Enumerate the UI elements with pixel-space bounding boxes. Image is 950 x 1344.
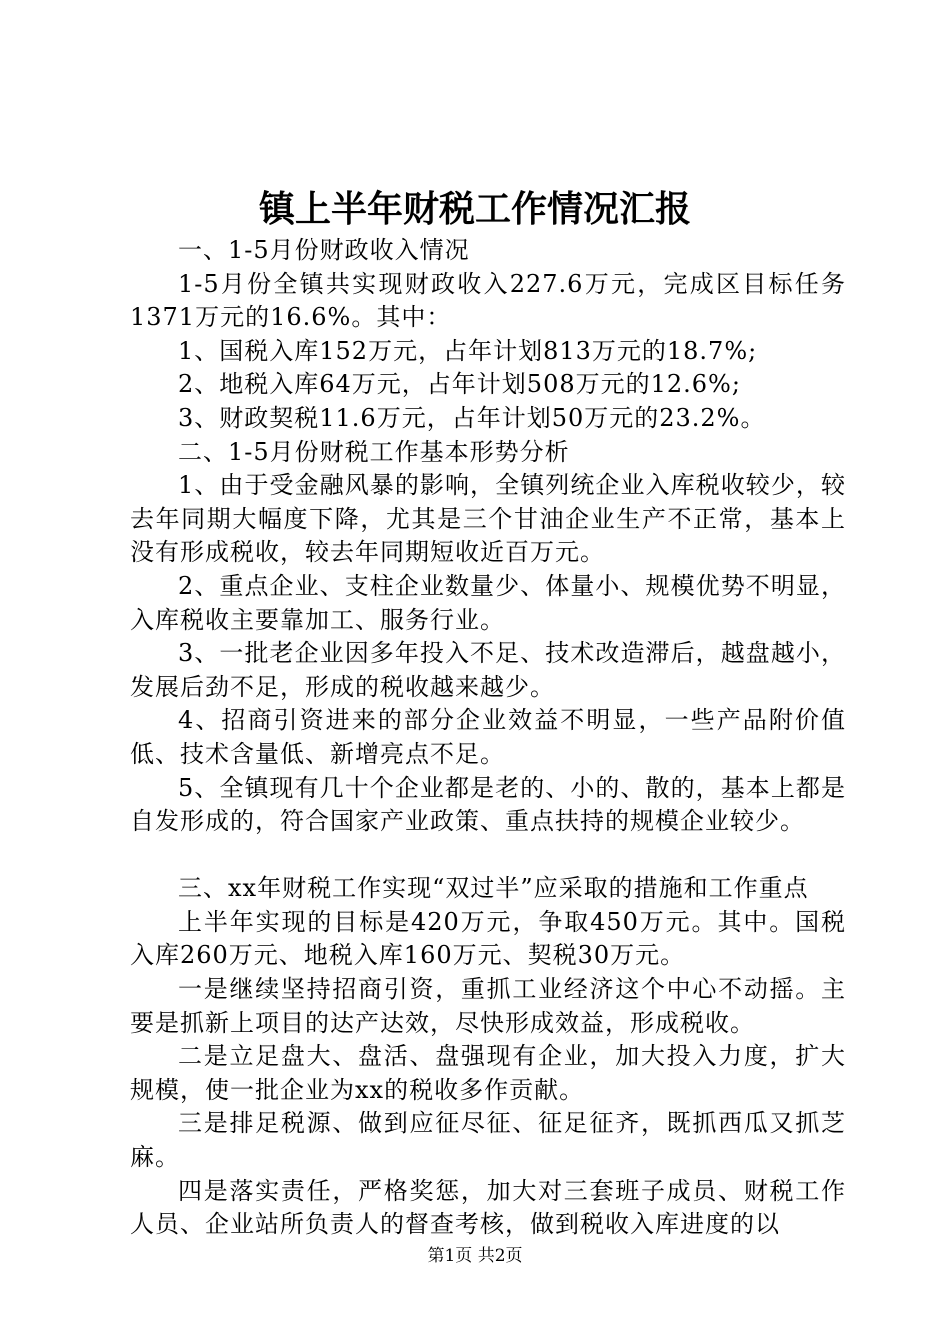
paragraph-measure-4: 四是落实责任，严格奖惩，加大对三套班子成员、财税工作人员、企业站所负责人的督查考核，做到税收入库进度的以 [130, 1176, 846, 1239]
paragraph-target: 上半年实现的目标是420万元，争取450万元。其中。国税入库260万元、地税入库160万元、契税30万元。 [130, 907, 846, 970]
paragraph-analysis-4: 4、招商引资进来的部分企业效益不明显，一些产品附价值低、技术含量低、新增亮点不足。 [130, 706, 846, 768]
paragraph-section-2-heading: 二、1-5月份财税工作基本形势分析 [178, 437, 570, 466]
page-number-footer: 第1页 共2页 [427, 1246, 523, 1266]
paragraph-analysis-5: 5、全镇现有几十个企业都是老的、小的、散的，基本上都是自发形成的，符合国家产业政策、重点扶持的规模企业较少。 [130, 773, 846, 836]
paragraph-deed-tax: 3、财政契税11.6万元，占年计划50万元的23.2%。 [178, 403, 766, 432]
paragraph-measure-2: 二是立足盘大、盘活、盘强现有企业，加大投入力度，扩大规模，使一批企业为xx的税收多作贡献。 [130, 1042, 846, 1104]
document-body [130, 234, 846, 1242]
paragraph-measure-1: 一是继续坚持招商引资，重抓工业经济这个中心不动摇。主要是抓新上项目的达产达效，尽快形成效益，形成税收。 [130, 975, 846, 1037]
paragraph-section-1-heading: 一、1-5月份财政收入情况 [178, 236, 470, 264]
paragraph-national-tax: 1、国税入库152万元，占年计划813万元的18.7%; [178, 336, 758, 365]
paragraph-analysis-3: 3、一批老企业因多年投入不足、技术改造滞后，越盘越小，发展后劲不足，形成的税收越来越少。 [130, 639, 846, 701]
paragraph-section-3-heading: 三、xx年财税工作实现“双过半”应采取的措施和工作重点 [178, 874, 809, 903]
document-title: 镇上半年财税工作情况汇报 [258, 189, 691, 230]
paragraph-analysis-1: 1、由于受金融风暴的影响，全镇列统企业入库税收较少，较去年同期大幅度下降，尤其是三个甘油企业生产不正常，基本上没有形成税收，较去年同期短收近百万元。 [130, 471, 846, 567]
paragraph-measure-3: 三是排足税源、做到应征尽征、征足征齐，既抓西瓜又抓芝麻。 [130, 1109, 846, 1172]
paragraph-analysis-2: 2、重点企业、支柱企业数量少、体量小、规模优势不明显，入库税收主要靠加工、服务行业。 [130, 571, 846, 634]
paragraph-local-tax: 2、地税入库64万元，占年计划508万元的12.6%; [178, 370, 741, 399]
paragraph-revenue-summary: 1-5月份全镇共实现财政收入227.6万元，完成区目标任务1371万元的16.6%。其中： [130, 269, 846, 332]
